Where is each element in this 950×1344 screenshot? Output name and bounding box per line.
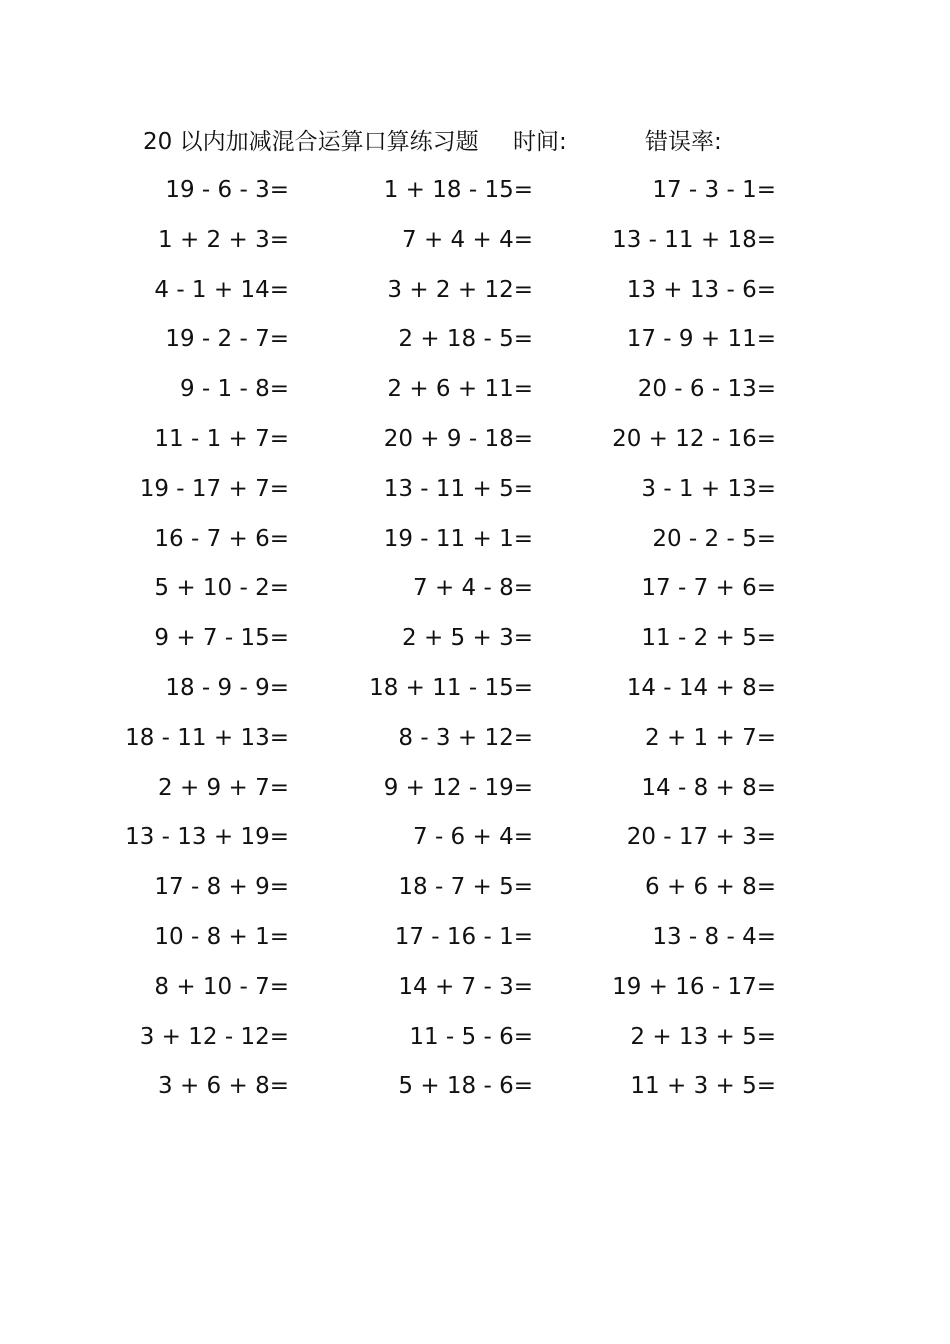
worksheet-header <box>143 124 803 160</box>
problem-item: 19 - 6 - 3= <box>165 177 289 203</box>
time-label: 时间: <box>513 129 567 155</box>
worksheet-title: 20 以内加减混合运算口算练习题 <box>143 129 479 155</box>
problem-item: 18 - 7 + 5= <box>398 874 533 901</box>
problem-item: 16 - 7 + 6= <box>154 525 289 552</box>
problem-item: 3 - 1 + 13= <box>641 475 776 502</box>
problem-item: 18 + 11 - 15= <box>369 674 533 701</box>
problem-item: 4 - 1 + 14= <box>154 276 289 303</box>
problem-item: 20 + 12 - 16= <box>612 425 776 452</box>
problem-item: 5 + 10 - 2= <box>154 575 289 602</box>
problem-item: 19 + 16 - 17= <box>612 973 776 1000</box>
problem-row <box>0 664 950 714</box>
problem-row <box>0 863 950 913</box>
problem-item: 9 - 1 - 8= <box>179 376 289 403</box>
problem-item: 13 - 13 + 19= <box>125 824 289 851</box>
problem-item: 20 + 9 - 18= <box>383 425 533 452</box>
problem-item: 2 + 1 + 7= <box>645 724 776 751</box>
problem-item: 8 - 3 + 12= <box>398 724 533 751</box>
problem-item: 17 - 16 - 1= <box>394 923 533 950</box>
problem-item: 17 - 9 + 11= <box>626 326 776 353</box>
problem-row <box>0 913 950 963</box>
problem-row <box>0 166 950 216</box>
problem-item: 13 + 13 - 6= <box>626 276 776 303</box>
problem-item: 7 + 4 - 8= <box>413 575 533 602</box>
problem-row <box>0 564 950 614</box>
problem-item: 10 - 8 + 1= <box>154 923 289 950</box>
problem-row <box>0 764 950 814</box>
problem-item: 1 + 18 - 15= <box>383 177 533 203</box>
problem-item: 1 + 2 + 3= <box>158 226 289 253</box>
problem-item: 11 + 3 + 5= <box>630 1073 776 1100</box>
problem-item: 2 + 6 + 11= <box>387 376 533 403</box>
problem-item: 3 + 12 - 12= <box>139 1023 289 1050</box>
problem-row <box>0 614 950 664</box>
problem-row <box>0 963 950 1013</box>
problem-row <box>0 315 950 365</box>
problem-item: 11 - 1 + 7= <box>154 425 289 452</box>
problem-item: 20 - 17 + 3= <box>626 824 776 851</box>
problem-item: 18 - 11 + 13= <box>125 724 289 751</box>
problem-item: 7 - 6 + 4= <box>413 824 533 851</box>
problem-row <box>0 1062 950 1112</box>
problem-item: 14 + 7 - 3= <box>398 973 533 1000</box>
problem-item: 11 - 5 - 6= <box>409 1023 533 1050</box>
problem-item: 14 - 14 + 8= <box>626 674 776 701</box>
problem-item: 13 - 8 - 4= <box>652 923 776 950</box>
problem-row <box>0 813 950 863</box>
problem-row <box>0 515 950 565</box>
problem-item: 13 - 11 + 18= <box>612 226 776 253</box>
problem-item: 5 + 18 - 6= <box>398 1073 533 1100</box>
problem-item: 2 + 5 + 3= <box>402 625 533 652</box>
problem-row <box>0 1013 950 1063</box>
problem-item: 2 + 9 + 7= <box>158 774 289 801</box>
problem-item: 17 - 7 + 6= <box>641 575 776 602</box>
problem-item: 17 - 3 - 1= <box>652 177 776 203</box>
problem-item: 7 + 4 + 4= <box>402 226 533 253</box>
error-rate-label: 错误率: <box>645 129 722 155</box>
problem-item: 20 - 2 - 5= <box>652 525 776 552</box>
problem-item: 14 - 8 + 8= <box>641 774 776 801</box>
problem-row <box>0 714 950 764</box>
problem-item: 3 + 6 + 8= <box>158 1073 289 1100</box>
problem-row <box>0 216 950 266</box>
problem-row <box>0 266 950 316</box>
problem-grid <box>0 166 950 1112</box>
problem-item: 19 - 11 + 1= <box>383 525 533 552</box>
problem-row <box>0 415 950 465</box>
problem-item: 3 + 2 + 12= <box>387 276 533 303</box>
problem-item: 20 - 6 - 13= <box>637 376 776 403</box>
problem-item: 19 - 17 + 7= <box>139 475 289 502</box>
problem-item: 2 + 13 + 5= <box>630 1023 776 1050</box>
problem-item: 9 + 7 - 15= <box>154 625 289 652</box>
problem-item: 19 - 2 - 7= <box>165 326 289 353</box>
problem-row <box>0 465 950 515</box>
problem-item: 17 - 8 + 9= <box>154 874 289 901</box>
problem-item: 18 - 9 - 9= <box>165 674 289 701</box>
problem-item: 13 - 11 + 5= <box>383 475 533 502</box>
problem-item: 8 + 10 - 7= <box>154 973 289 1000</box>
problem-item: 11 - 2 + 5= <box>641 625 776 652</box>
problem-item: 2 + 18 - 5= <box>398 326 533 353</box>
problem-row <box>0 365 950 415</box>
problem-item: 9 + 12 - 19= <box>383 774 533 801</box>
problem-item: 6 + 6 + 8= <box>645 874 776 901</box>
